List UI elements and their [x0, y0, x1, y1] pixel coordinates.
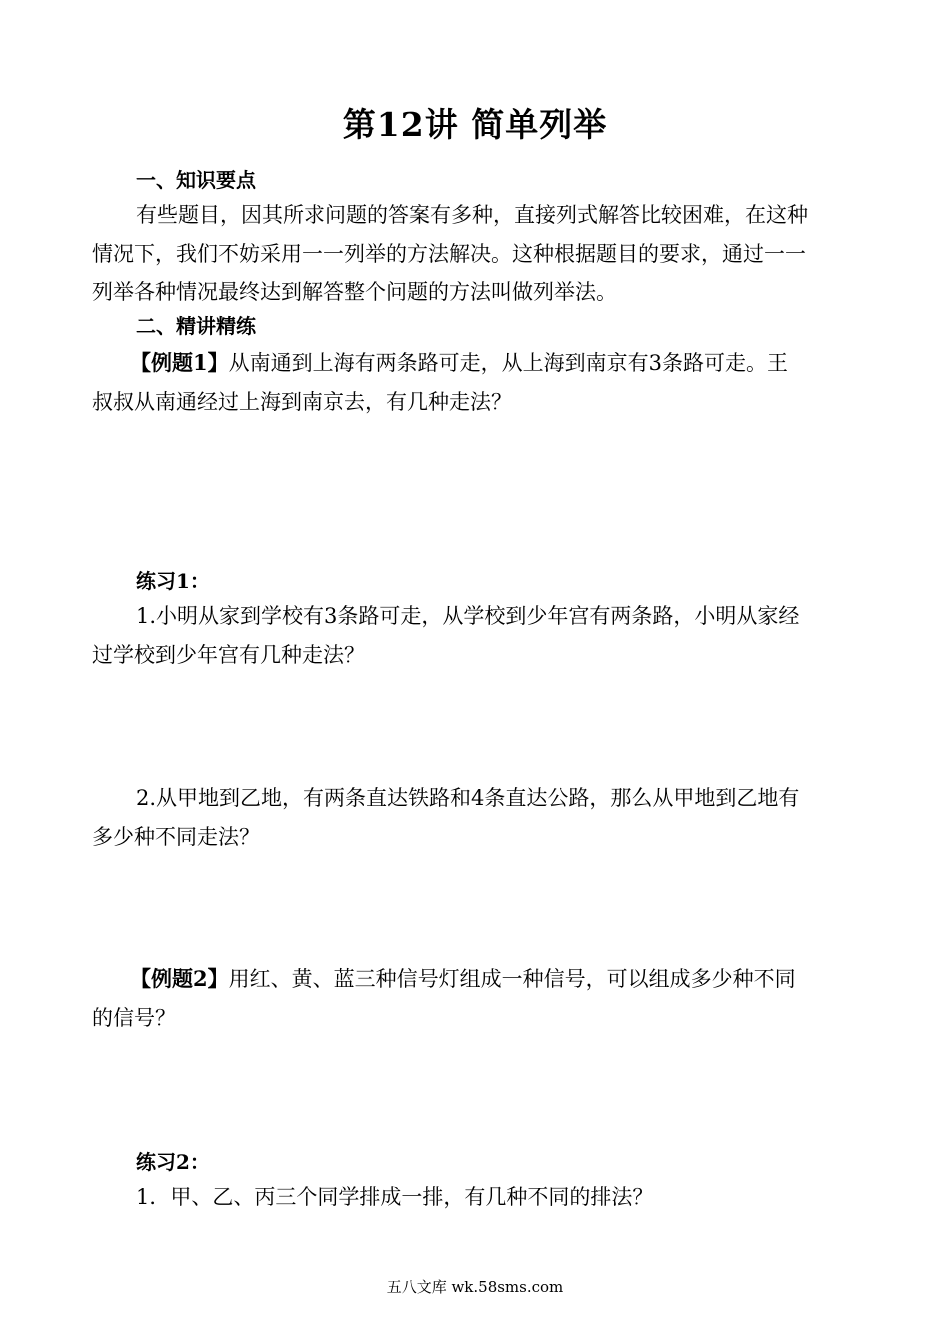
- page-title: 第12讲 简单列举: [342, 105, 608, 144]
- example-2-text-line-1: 用红、黄、蓝三种信号灯组成一种信号，可以组成多少种不同: [228, 967, 796, 991]
- practice-2-heading: 练习2：: [136, 1150, 210, 1174]
- knowledge-paragraph: [92, 196, 852, 312]
- practice-1-question-1: [92, 597, 852, 674]
- example-1-text-line-1: 从南通到上海有两条路可走，从上海到南京有3条路可走。王: [228, 351, 788, 375]
- practice-1-heading: 练习1：: [136, 569, 210, 593]
- practice-1-q1-line-2: 过学校到少年宫有几种走法？: [92, 642, 365, 667]
- example-1: [92, 344, 852, 421]
- practice-2-question-1: [92, 1178, 852, 1217]
- page-footer: 五八文库 wk.58sms.com: [386, 1278, 564, 1296]
- practice-2-q1-line: 1．甲、乙、丙三个同学排成一排，有几种不同的排法？: [136, 1185, 654, 1209]
- section-heading-knowledge: 一、知识要点: [136, 168, 256, 192]
- example-1-text-line-2: 叔叔从南通经过上海到南京去，有几种走法？: [92, 389, 512, 414]
- practice-1-question-2: [92, 779, 852, 856]
- example-2-text-line-2: 的信号？: [92, 1005, 176, 1030]
- practice-1-q2-line-2: 多少种不同走法？: [92, 824, 260, 849]
- example-2-label: 【例题2】: [130, 966, 229, 991]
- section-heading-practice: 二、精讲精练: [136, 314, 256, 338]
- knowledge-line-2: 情况下，我们不妨采用一一列举的方法解决。这种根据题目的要求，通过一一: [92, 241, 806, 266]
- knowledge-line-3: 列举各种情况最终达到解答整个问题的方法叫做列举法。: [92, 280, 617, 304]
- practice-1-q2-line-1: 2.从甲地到乙地，有两条直达铁路和4条直达公路，那么从甲地到乙地有: [136, 786, 800, 810]
- example-2: [92, 960, 852, 1037]
- knowledge-line-1: 有些题目，因其所求问题的答案有多种，直接列式解答比较困难，在这种: [136, 203, 808, 227]
- practice-1-q1-line-1: 1.小明从家到学校有3条路可走，从学校到少年宫有两条路，小明从家经: [136, 604, 800, 628]
- example-1-label: 【例题1】: [130, 350, 229, 375]
